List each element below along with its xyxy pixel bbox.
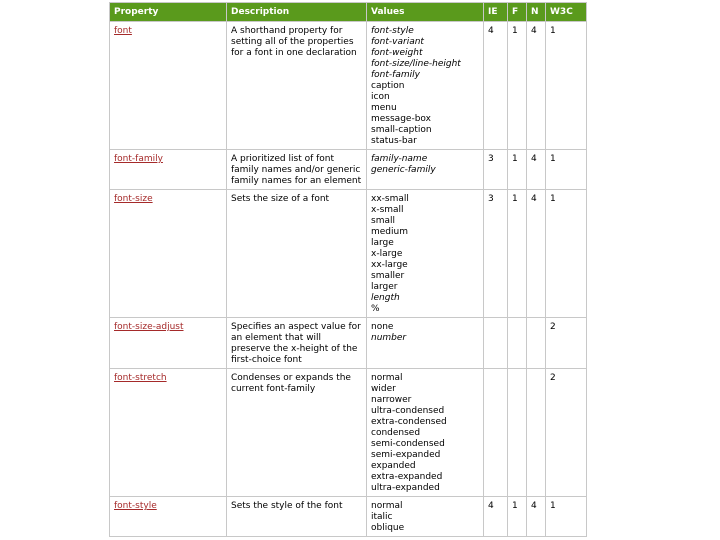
property-link[interactable]: font-style: [114, 501, 157, 511]
value-item: xx-small: [371, 194, 409, 204]
property-cell: [110, 369, 227, 497]
value-item: italic: [371, 512, 393, 522]
values-cell: [367, 190, 484, 318]
css-font-properties-table-container: [109, 2, 586, 537]
value-item: ultra-condensed: [371, 406, 445, 416]
w3c-support-cell: 1: [546, 22, 587, 150]
header-description: Description: [227, 3, 367, 22]
value-item: font-family: [371, 70, 420, 80]
w3c-support-cell: 1: [546, 497, 587, 537]
table-body: [110, 22, 587, 537]
header-values: Values: [367, 3, 484, 22]
value-item: small-caption: [371, 125, 432, 135]
ie-support-cell: 3: [484, 190, 508, 318]
values-cell: [367, 22, 484, 150]
value-item: status-bar: [371, 136, 417, 146]
value-item: smaller: [371, 271, 405, 281]
value-item: x-small: [371, 205, 404, 215]
header-w3c: W3C: [546, 3, 587, 22]
value-item: expanded: [371, 461, 416, 471]
ie-support-cell: 3: [484, 150, 508, 190]
value-item: length: [371, 293, 400, 303]
description-cell: A prioritized list of font family names and/or generic family names for an element: [227, 150, 367, 190]
value-item: large: [371, 238, 394, 248]
table-row: [110, 150, 587, 190]
value-item: xx-large: [371, 260, 408, 270]
value-item: wider: [371, 384, 396, 394]
value-item: small: [371, 216, 395, 226]
n-support-cell: 4: [527, 190, 546, 318]
css-font-properties-table: [109, 2, 587, 537]
table-row: [110, 497, 587, 537]
value-item: ultra-expanded: [371, 483, 440, 493]
description-cell: Specifies an aspect value for an element that will preserve the x-height of the first-choice font: [227, 318, 367, 369]
w3c-support-cell: 1: [546, 150, 587, 190]
ie-support-cell: 4: [484, 22, 508, 150]
property-cell: [110, 150, 227, 190]
n-support-cell: [527, 318, 546, 369]
value-item: narrower: [371, 395, 412, 405]
value-item: extra-expanded: [371, 472, 443, 482]
header-n: N: [527, 3, 546, 22]
value-item: number: [371, 333, 407, 343]
ie-support-cell: [484, 369, 508, 497]
f-support-cell: 1: [508, 190, 527, 318]
f-support-cell: 1: [508, 497, 527, 537]
header-row: [110, 3, 587, 22]
value-item: extra-condensed: [371, 417, 447, 427]
value-item: font-weight: [371, 48, 423, 58]
value-item: generic-family: [371, 165, 436, 175]
property-link[interactable]: font-stretch: [114, 373, 167, 383]
property-link[interactable]: font-family: [114, 154, 163, 164]
value-item: condensed: [371, 428, 421, 438]
value-item: %: [371, 304, 380, 314]
ie-support-cell: 4: [484, 497, 508, 537]
value-item: message-box: [371, 114, 431, 124]
property-link[interactable]: font: [114, 26, 132, 36]
value-item: family-name: [371, 154, 428, 164]
w3c-support-cell: 2: [546, 369, 587, 497]
n-support-cell: 4: [527, 497, 546, 537]
n-support-cell: [527, 369, 546, 497]
value-item: icon: [371, 92, 390, 102]
description-cell: Sets the style of the font: [227, 497, 367, 537]
f-support-cell: [508, 318, 527, 369]
description-cell: Sets the size of a font: [227, 190, 367, 318]
value-item: semi-expanded: [371, 450, 441, 460]
value-item: medium: [371, 227, 408, 237]
value-item: oblique: [371, 523, 405, 533]
value-item: menu: [371, 103, 397, 113]
description-cell: A shorthand property for setting all of the properties for a font in one declaration: [227, 22, 367, 150]
table-row: [110, 318, 587, 369]
header-property: Property: [110, 3, 227, 22]
values-cell: [367, 497, 484, 537]
property-link[interactable]: font-size-adjust: [114, 322, 184, 332]
f-support-cell: [508, 369, 527, 497]
value-item: normal: [371, 373, 403, 383]
table-row: [110, 369, 587, 497]
value-item: font-variant: [371, 37, 424, 47]
value-item: normal: [371, 501, 403, 511]
values-cell: [367, 150, 484, 190]
table-row: [110, 190, 587, 318]
f-support-cell: 1: [508, 22, 527, 150]
w3c-support-cell: 1: [546, 190, 587, 318]
header-ie: IE: [484, 3, 508, 22]
values-cell: [367, 318, 484, 369]
value-item: none: [371, 322, 394, 332]
value-item: font-style: [371, 26, 414, 36]
table-row: [110, 22, 587, 150]
description-cell: Condenses or expands the current font-family: [227, 369, 367, 497]
f-support-cell: 1: [508, 150, 527, 190]
value-item: larger: [371, 282, 398, 292]
n-support-cell: 4: [527, 22, 546, 150]
property-cell: [110, 318, 227, 369]
values-cell: [367, 369, 484, 497]
property-link[interactable]: font-size: [114, 194, 153, 204]
property-cell: [110, 190, 227, 318]
header-f: F: [508, 3, 527, 22]
property-cell: [110, 497, 227, 537]
value-item: x-large: [371, 249, 403, 259]
value-item: semi-condensed: [371, 439, 445, 449]
value-item: font-size/line-height: [371, 59, 461, 69]
w3c-support-cell: 2: [546, 318, 587, 369]
value-item: caption: [371, 81, 405, 91]
property-cell: [110, 22, 227, 150]
ie-support-cell: [484, 318, 508, 369]
n-support-cell: 4: [527, 150, 546, 190]
